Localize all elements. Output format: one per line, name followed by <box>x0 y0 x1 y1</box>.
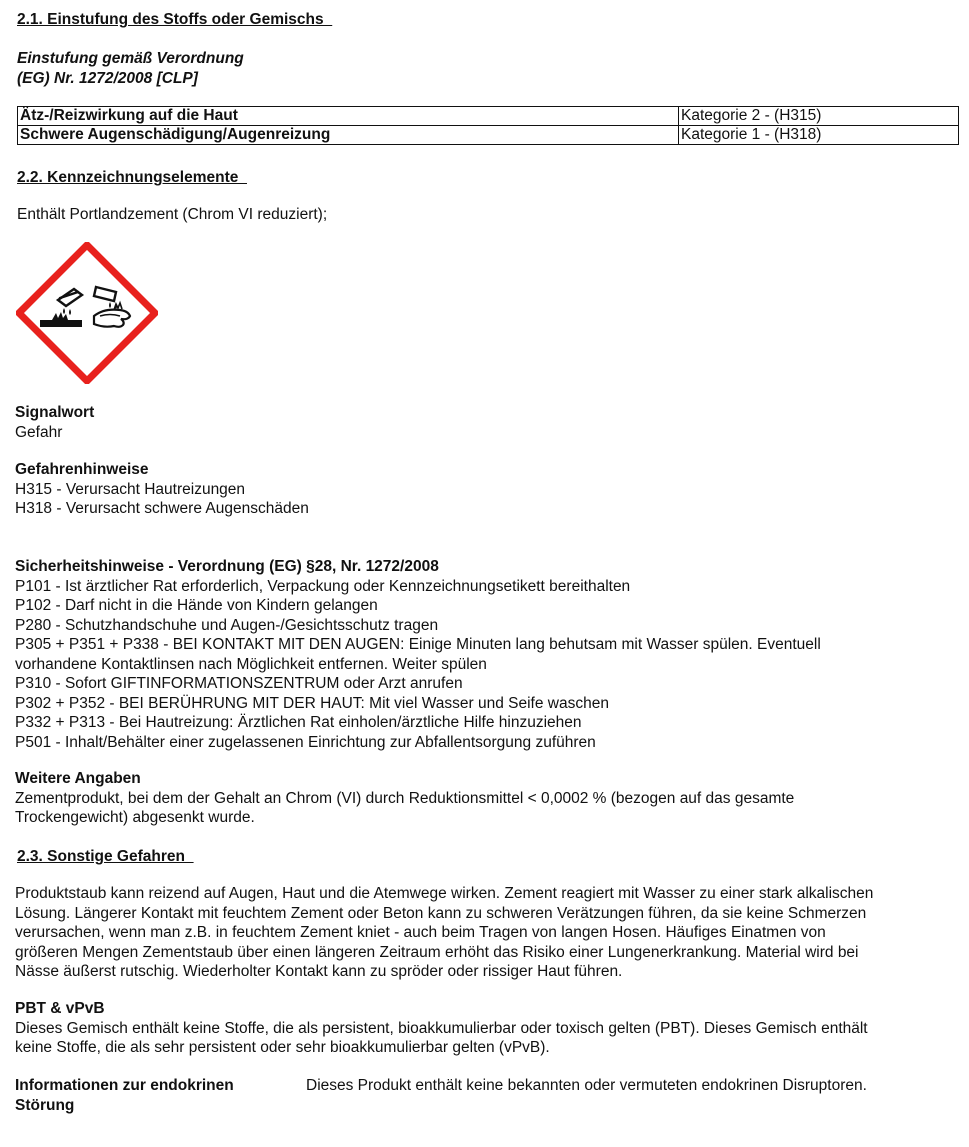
precautionary-statement: vorhandene Kontaktlinsen nach Möglichkeit entfernen. Weiter spülen <box>15 655 487 673</box>
table-row <box>18 126 959 145</box>
clp-line-2: (EG) Nr. 1272/2008 [CLP] <box>17 69 198 87</box>
precautionary-statement: P305 + P351 + P338 - BEI KONTAKT MIT DEN AUGEN: Einige Minuten lang behutsam mit Wasser spülen. Eventuell <box>15 636 821 653</box>
table-row <box>18 107 959 126</box>
precautionary-statement: P101 - Ist ärztlicher Rat erforderlich, Verpackung oder Kennzeichnungsetikett bereithalten <box>15 577 631 595</box>
hazard-statement: H318 - Verursacht schwere Augenschäden <box>15 500 309 517</box>
precautionary-statements-label: Sicherheitshinweise - Verordnung (EG) §28, Nr. 1272/2008 <box>15 558 439 575</box>
endocrine-label <box>15 1076 234 1115</box>
other-hazards-line: Lösung. Längerer Kontakt mit feuchtem Zement oder Beton kann zu schweren Verätzungen führen, da sie keine Schmerzen <box>15 904 867 922</box>
precautionary-statement: P501 - Inhalt/Behälter einer zugelassenen Einrichtung zur Abfallentsorgung zuführen <box>15 733 596 751</box>
further-info-block <box>15 769 794 828</box>
precautionary-statement: P310 - Sofort GIFTINFORMATIONSZENTRUM oder Arzt anrufen <box>15 675 463 692</box>
clp-line-1: Einstufung gemäß Verordnung <box>17 50 244 67</box>
other-hazards-line: verursachen, wenn man z.B. in feuchtem Zement kniet - auch beim Tragen von langen Hosen. Häufiges Einatmen von <box>15 924 826 941</box>
hazard-category-cell: Kategorie 1 - (H318) <box>679 126 959 145</box>
hazard-statement: H315 - Verursacht Hautreizungen <box>15 480 246 498</box>
further-info-text: Trockengewicht) abgesenkt wurde. <box>15 809 255 826</box>
section-2-3-heading: 2.3. Sonstige Gefahren <box>17 848 194 865</box>
ghs05-corrosion-icon <box>16 242 158 384</box>
endocrine-label-line-2: Störung <box>15 1096 75 1114</box>
pbt-label: PBT & vPvB <box>15 1000 105 1017</box>
other-hazards-line: Produktstaub kann reizend auf Augen, Haut und die Atemwege wirken. Zement reagiert mit Wasser zu einer stark alkalischen <box>15 885 874 902</box>
hazard-class-cell: Ätz-/Reizwirkung auf die Haut <box>18 107 679 126</box>
hazard-category-cell: Kategorie 2 - (H315) <box>679 107 959 126</box>
other-hazards-text <box>15 884 873 982</box>
further-info-text: Zementprodukt, bei dem der Gehalt an Chrom (VI) durch Reduktionsmittel < 0,0002 % (bezogen auf das gesamte <box>15 789 795 807</box>
contains-text: Enthält Portlandzement (Chrom VI reduziert); <box>17 206 328 223</box>
pbt-block <box>15 999 868 1058</box>
signal-word-value: Gefahr <box>15 423 63 441</box>
endocrine-text: Dieses Produkt enthält keine bekannten oder vermuteten endokrinen Disruptoren. <box>306 1077 867 1094</box>
classification-table <box>17 106 959 145</box>
hazard-statements-label: Gefahrenhinweise <box>15 461 149 478</box>
section-2-2-heading: 2.2. Kennzeichnungselemente <box>17 169 247 186</box>
hazard-class-cell: Schwere Augenschädigung/Augenreizung <box>18 126 679 145</box>
other-hazards-line: größeren Mengen Zementstaub über einen längeren Zeitraum erhöht das Risiko einer Lungenerkrankung. Material wird bei <box>15 943 859 961</box>
precautionary-statement: P102 - Darf nicht in die Hände von Kindern gelangen <box>15 597 378 614</box>
signal-word-block <box>15 403 94 442</box>
pbt-text: Dieses Gemisch enthält keine Stoffe, die als persistent, bioakkumulierbar oder toxisch gelten (PBT). Dieses Gemisch enthält <box>15 1019 868 1037</box>
precautionary-statement: P280 - Schutzhandschuhe und Augen-/Gesichtsschutz tragen <box>15 616 439 634</box>
precautionary-statement: P332 + P313 - Bei Hautreizung: Ärztlichen Rat einholen/ärztliche Hilfe hinzuziehen <box>15 714 582 731</box>
clp-regulation-label <box>17 49 244 88</box>
other-hazards-line: Nässe äußerst rutschig. Wiederholter Kontakt kann zu spröder oder rissiger Haut führen. <box>15 963 623 980</box>
endocrine-label-line-1: Informationen zur endokrinen <box>15 1077 234 1094</box>
section-2-1-heading: 2.1. Einstufung des Stoffs oder Gemischs <box>17 11 333 28</box>
further-info-label: Weitere Angaben <box>15 770 141 787</box>
precautionary-statements-block <box>15 557 821 752</box>
signal-word-label: Signalwort <box>15 404 95 421</box>
pbt-text: keine Stoffe, die als sehr persistent oder sehr bioakkumulierbar gelten (vPvB). <box>15 1039 550 1056</box>
hazard-statements-block <box>15 460 309 519</box>
precautionary-statement: P302 + P352 - BEI BERÜHRUNG MIT DER HAUT: Mit viel Wasser und Seife waschen <box>15 694 609 712</box>
